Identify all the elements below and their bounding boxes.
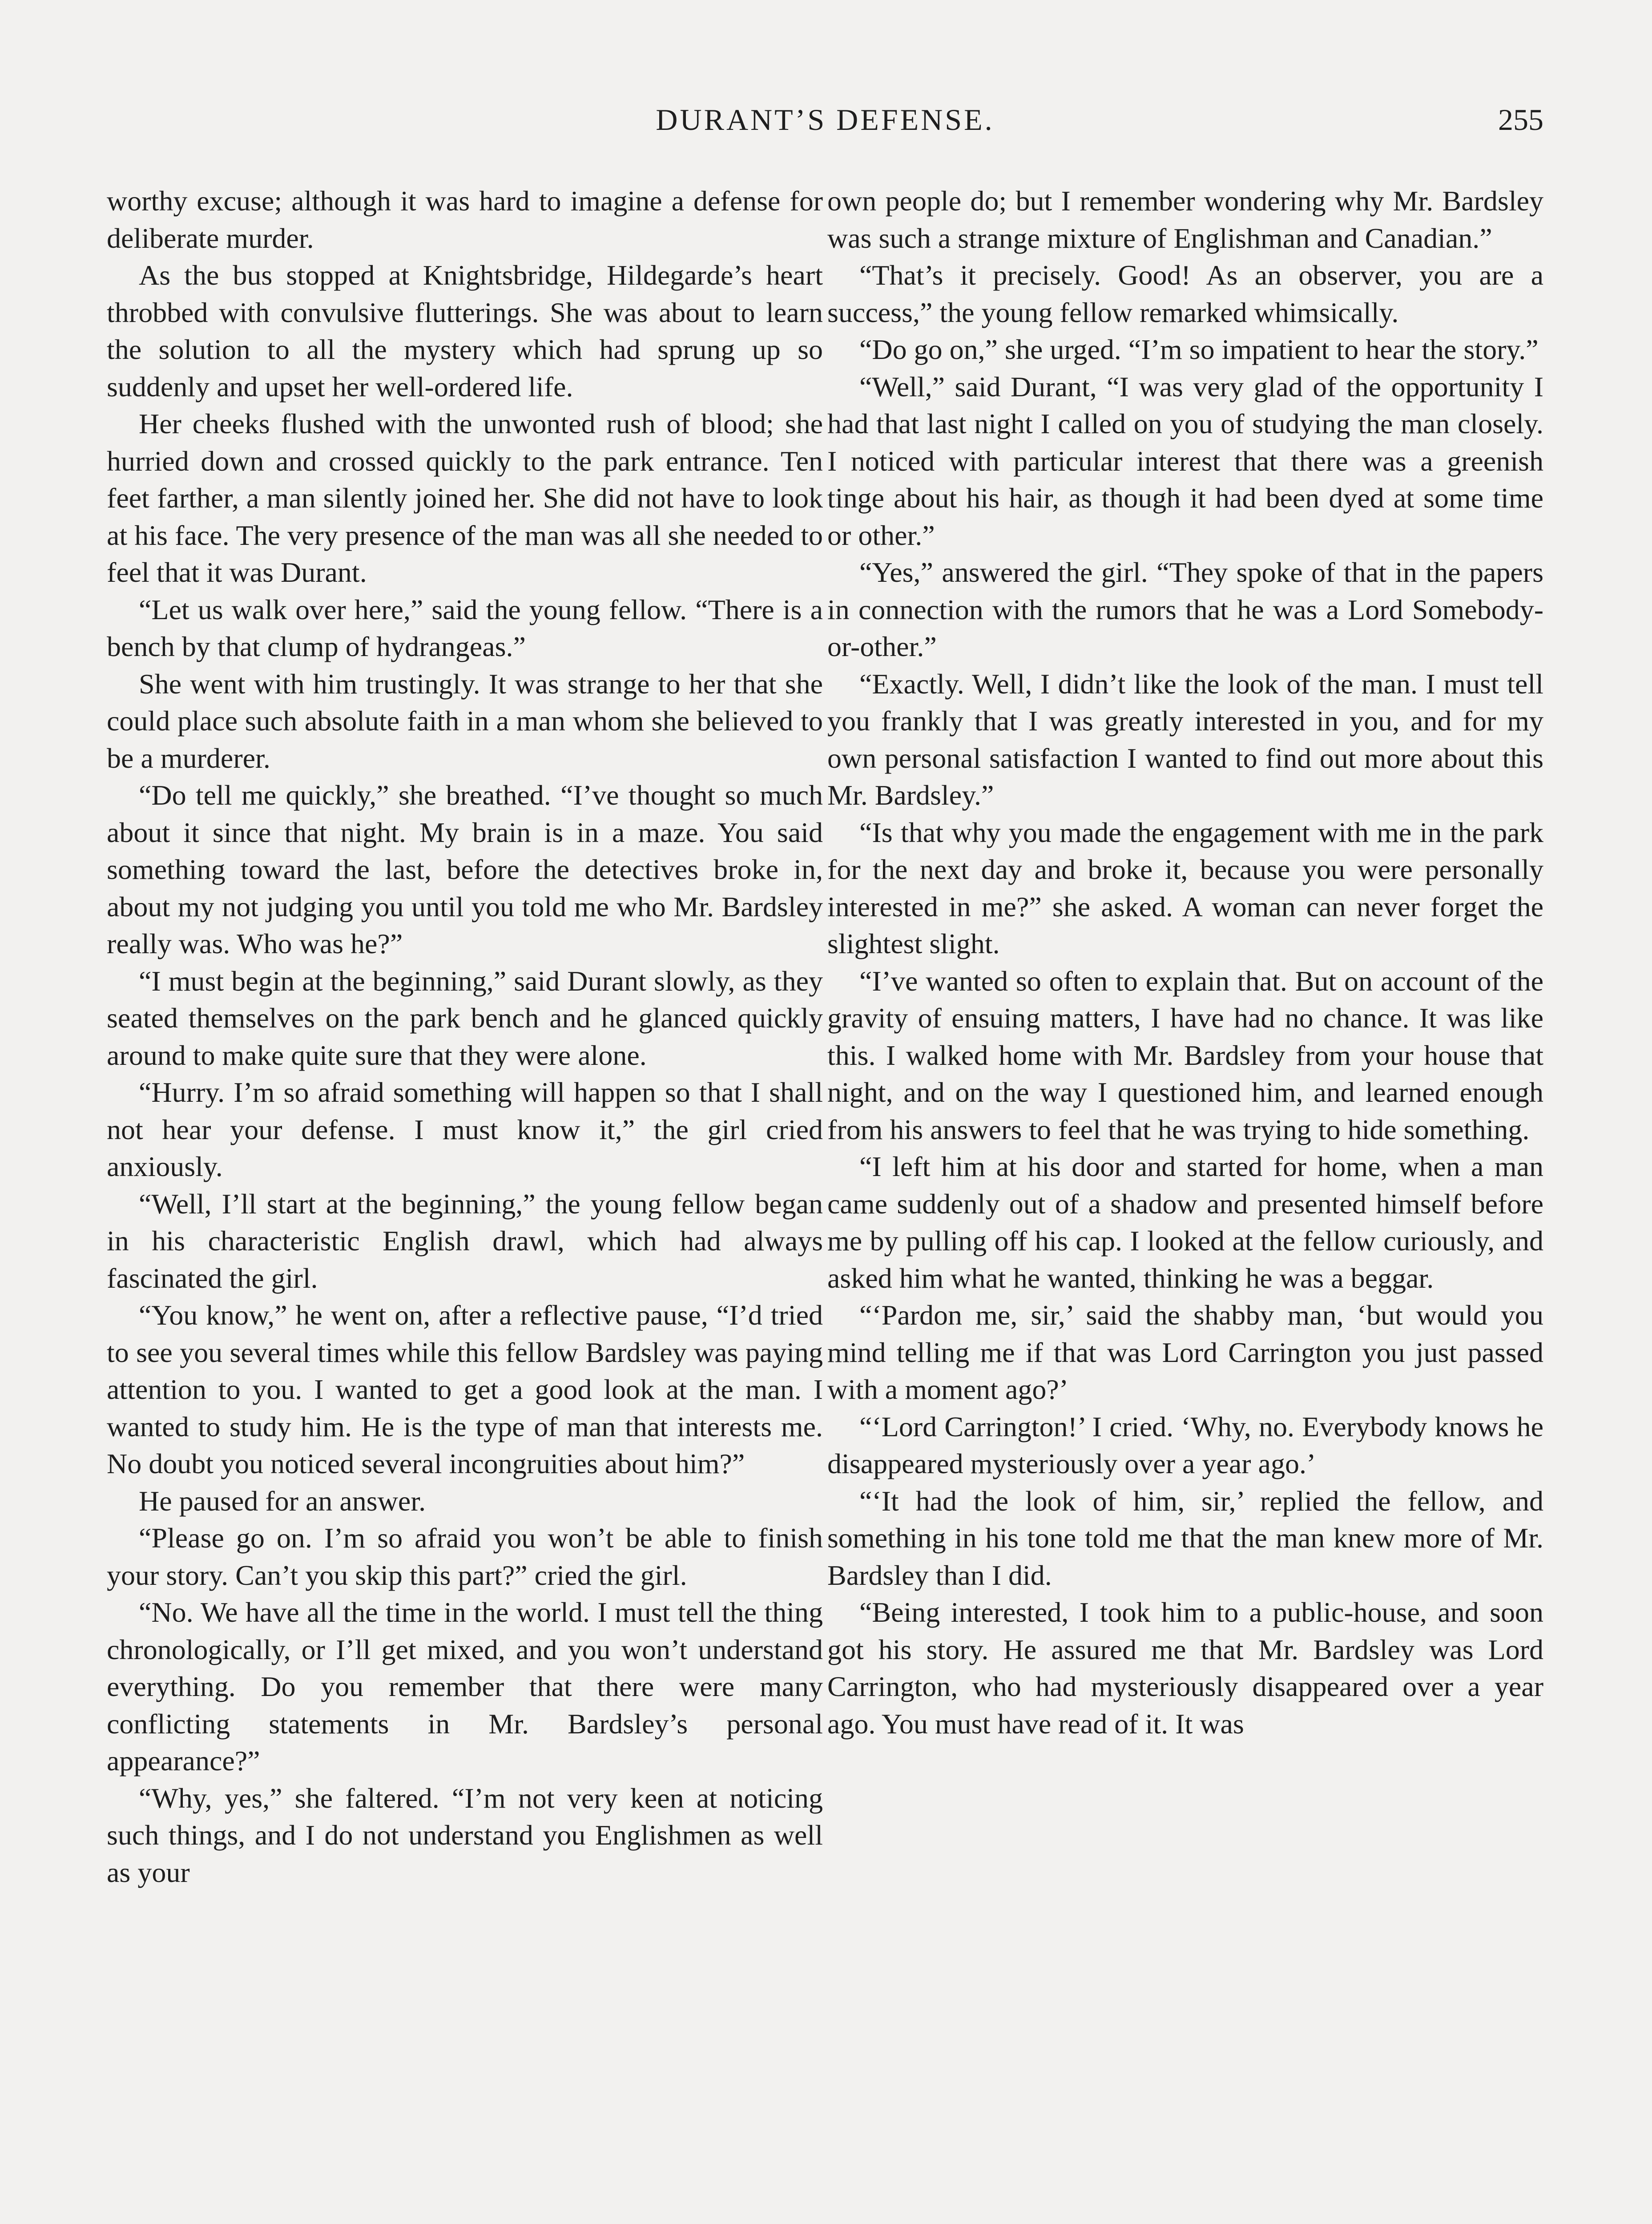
paragraph: “Yes,” answered the girl. “They spoke of that in the papers in connection with the rumors that he was a Lord Somebody-or-other.” xyxy=(827,556,1543,662)
paragraph: “You know,” he went on, after a reflective pause, “I’d tried to see you several times while this fellow Bardsley was paying attention to you. I wanted to get a good look at the man. I wanted to study him. He is the type of man that interests me. No doubt you noticed several incongruities about him?” xyxy=(107,1299,823,1479)
paragraph: worthy excuse; although it was hard to imagine a defense for deliberate murder. xyxy=(107,185,823,254)
paragraph: “I’ve wanted so often to explain that. But on account of the gravity of ensuing matters, I have had no chance. It was like this. I walked home with Mr. Bardsley from your house that night, and on the way I questioned him, and learned enough from his answers to feel that he was trying to hide something. xyxy=(827,965,1543,1145)
paragraph: “No. We have all the time in the world. I must tell the thing chronologically, or I’ll get mixed, and you won’t understand everything. Do you remember that there were many conflicting statements in Mr. Bardsley’s personal appearance?” xyxy=(107,1596,823,1777)
running-head xyxy=(107,93,1543,147)
paragraph: “Well, I’ll start at the beginning,” the young fellow began in his characteristic English drawl, which had always fascinated the girl. xyxy=(107,1188,823,1294)
page-number: 255 xyxy=(1498,103,1543,137)
paragraph: own people do; but I remember wondering why Mr. Bardsley was such a strange mixture of Englishman and Canadian.” xyxy=(827,185,1543,254)
paragraph: “Exactly. Well, I didn’t like the look of the man. I must tell you frankly that I was greatly interested in you, and for my own personal satisfaction I wanted to find out more about this Mr. Bardsley.” xyxy=(827,668,1543,811)
left-column xyxy=(107,182,823,1891)
running-title: DURANT’S DEFENSE. xyxy=(656,103,995,137)
paragraph: She went with him trustingly. It was strange to her that she could place such absolute faith in a man whom she believed to be a murderer. xyxy=(107,668,823,774)
paragraph: “Do go on,” she urged. “I’m so impatient to hear the story.” xyxy=(859,334,1539,365)
paragraph: “Let us walk over here,” said the young fellow. “There is a bench by that clump of hydrangeas.” xyxy=(107,593,823,662)
paragraph: “Hurry. I’m so afraid something will happen so that I shall not hear your defense. I must know it,” the girl cried anxiously. xyxy=(107,1076,823,1182)
paragraph: “Is that why you made the engagement with me in the park for the next day and broke it, because you were personally interested in me?” she asked. A woman can never forget the slightest slight. xyxy=(827,816,1543,959)
paragraph: “Well,” said Durant, “I was very glad of the opportunity I had that last night I called on you of studying the man closely. I noticed with particular interest that there was a greenish tinge about his hair, as though it had been dyed at some time or other.” xyxy=(827,371,1543,551)
paragraph: “‘Pardon me, sir,’ said the shabby man, ‘but would you mind telling me if that was Lord Carrington you just passed with a moment ago?’ xyxy=(827,1299,1543,1405)
paragraph: As the bus stopped at Knightsbridge, Hildegarde’s heart throbbed with convulsive flutterings. She was about to learn the solution to all the mystery which had sprung up so suddenly and upset her well-ordered life. xyxy=(107,259,823,403)
paragraph: He paused for an answer. xyxy=(139,1485,426,1517)
paragraph: “I left him at his door and started for home, when a man came suddenly out of a shadow and presented himself before me by pulling off his cap. I looked at the fellow curiously, and asked him what he wanted, thinking he was a beggar. xyxy=(827,1151,1543,1294)
paragraph: “‘Lord Carrington!’ I cried. ‘Why, no. Everybody knows he disappeared mysteriously over a year ago.’ xyxy=(827,1410,1543,1479)
paragraph: Her cheeks flushed with the unwonted rush of blood; she hurried down and crossed quickly to the park entrance. Ten feet farther, a man silently joined her. She did not have to look at his face. The very presence of the man was all she needed to feel that it was Durant. xyxy=(107,408,823,588)
paragraph: “I must begin at the beginning,” said Durant slowly, as they seated themselves on the park bench and he glanced quickly around to make quite sure that they were alone. xyxy=(107,965,823,1071)
right-column xyxy=(827,182,1543,1742)
paragraph: “That’s it precisely. Good! As an observer, you are a success,” the young fellow remarked whimsically. xyxy=(827,259,1543,328)
paragraph: “Why, yes,” she faltered. “I’m not very keen at noticing such things, and I do not understand you Englishmen as well as your xyxy=(107,1782,823,1888)
paragraph: “Being interested, I took him to a public-house, and soon got his story. He assured me that Mr. Bardsley was Lord Carrington, who had mysteriously disappeared over a year ago. You must have read of it. It was xyxy=(827,1596,1543,1740)
paragraph: “Do tell me quickly,” she breathed. “I’ve thought so much about it since that night. My brain is in a maze. You said something toward the last, before the detectives broke in, about my not judging you until you told me who Mr. Bardsley really was. Who was he?” xyxy=(107,779,823,959)
paragraph: “Please go on. I’m so afraid you won’t be able to finish your story. Can’t you skip this part?” cried the girl. xyxy=(107,1522,823,1591)
paragraph: “‘It had the look of him, sir,’ replied the fellow, and something in his tone told me that the man knew more of Mr. Bardsley than I did. xyxy=(827,1485,1543,1591)
